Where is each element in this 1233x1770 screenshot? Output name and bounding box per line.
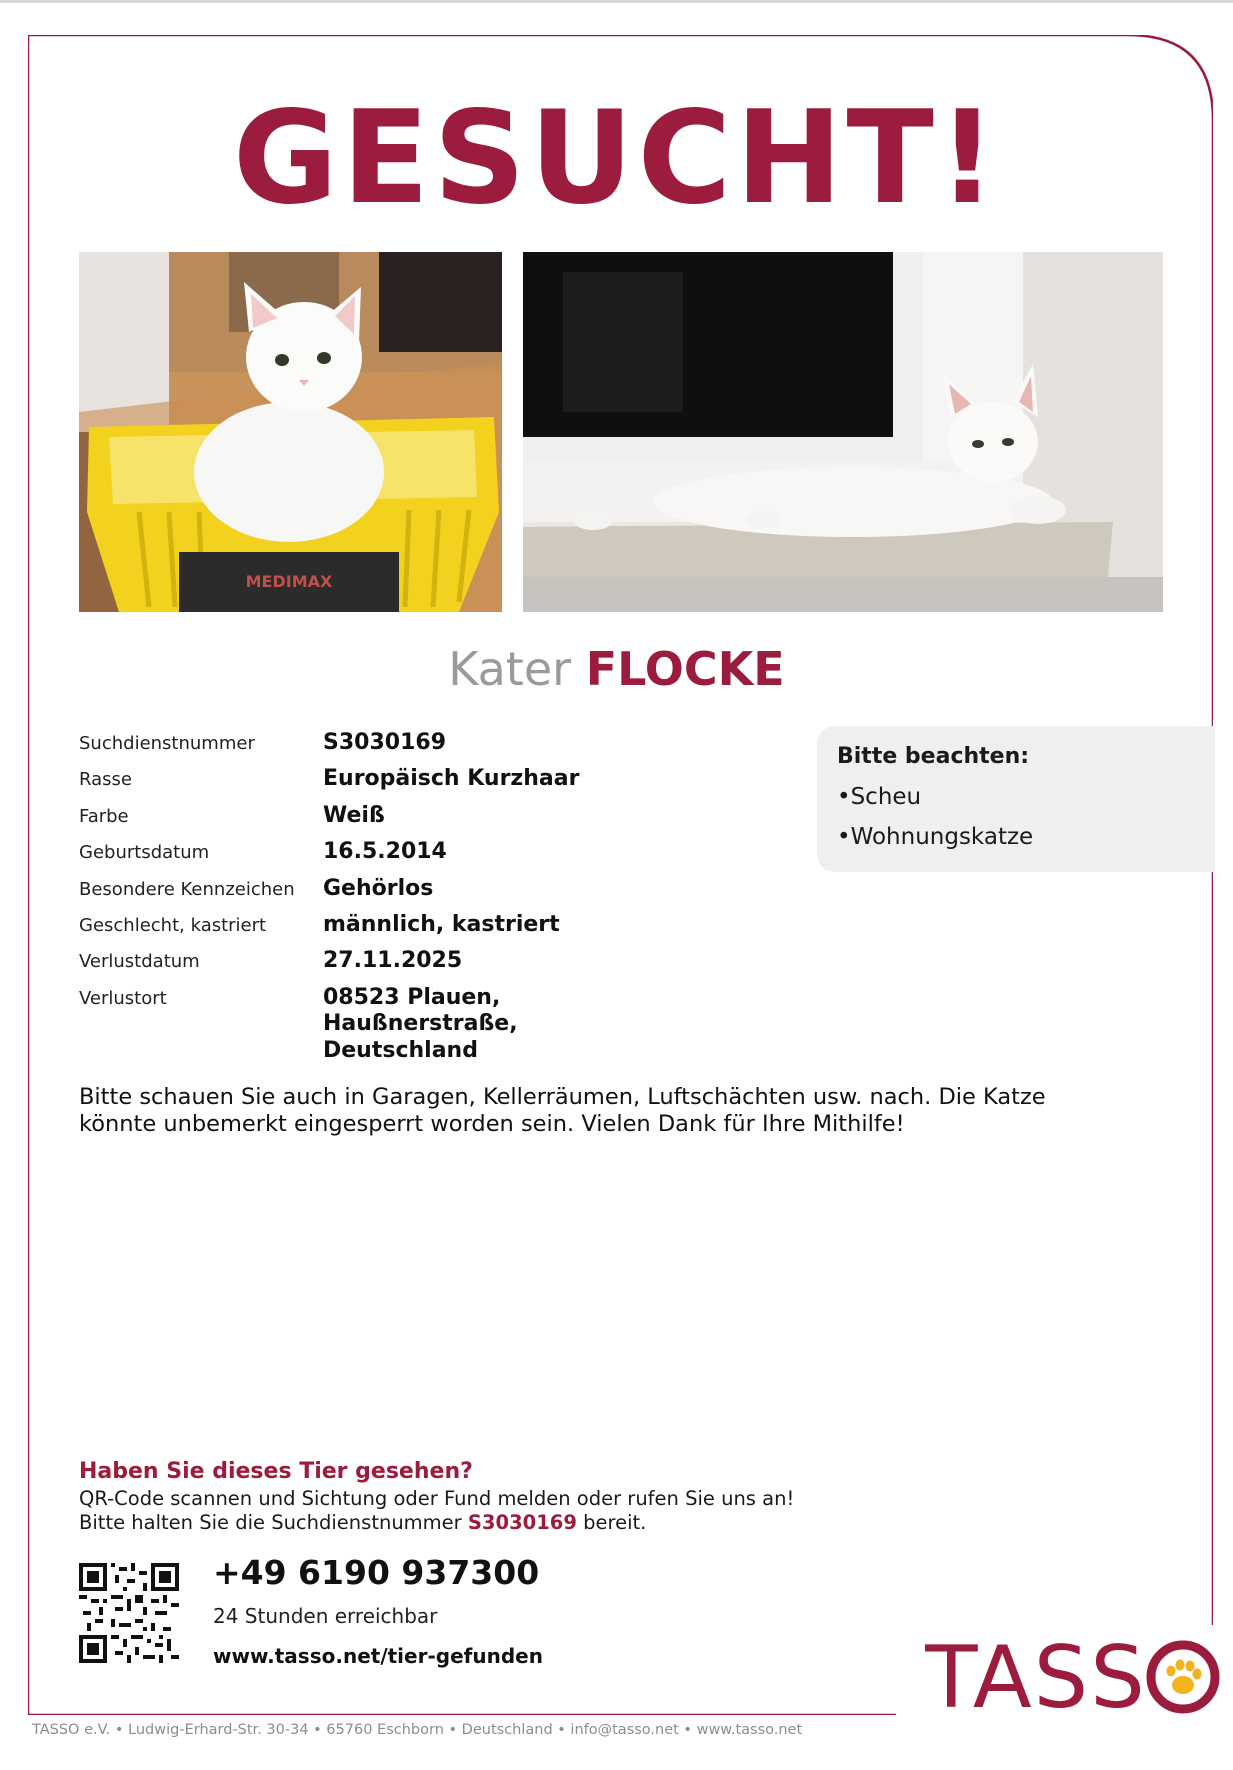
top-divider [0,0,1233,3]
paw-icon [1151,1645,1215,1709]
pet-name [0,642,1233,696]
fact-row [79,985,719,1064]
contact-line-2 [79,1511,979,1535]
fact-value: Europäisch Kurzhaar [323,766,580,792]
pet-name-value: FLOCKE [585,642,785,696]
note-item: • Scheu [837,784,1033,810]
poster-title: GESUCHT! [232,84,1001,233]
note-heading: Bitte beachten: [837,744,1030,769]
search-advice-text: Bitte schauen Sie auch in Garagen, Kellerräumen, Luftschächten usw. nach. Die Katze könnte unbemerkt eingesperrt worden sein. Vielen Dank für Ihre Mithilfe! [79,1084,1046,1137]
fact-row [79,803,719,829]
fact-value: männlich, kastriert [323,911,560,937]
pet-type: Kater [448,642,572,696]
report-website-link[interactable]: www.tasso.net/tier-gefunden [213,1644,543,1668]
fact-label: Verlustort [79,987,167,1009]
hotline-phone[interactable]: +49 6190 937300 [213,1553,540,1592]
fact-row [79,948,719,974]
tasso-logo [925,1635,1225,1715]
fact-value: 27.11.2025 [323,948,463,974]
logo-text: TASS [925,1635,1147,1715]
fact-row [79,839,719,865]
contact-question: Haben Sie dieses Tier gesehen? [79,1459,473,1484]
note-item: • Wohnungskatze [837,824,1033,850]
note-box [817,726,1215,872]
cat-photo-basket [79,252,502,612]
footer-address: TASSO e.V. • Ludwig-Erhard-Str. 30-34 • 65760 Eschborn • Deutschland • info@tasso.net • www.tasso.net [32,1722,803,1738]
fact-label: Rasse [79,769,132,791]
contact-line-2-before: Bitte halten Sie die Suchdienstnummer [79,1510,462,1534]
fact-value: 08523 Plauen, Haußnerstraße, Deutschland [323,984,518,1063]
fact-row [79,876,719,902]
fact-value: 16.5.2014 [323,839,447,865]
fact-row [79,766,719,792]
cat-photo-windowsill [523,252,1163,612]
fact-value: S3030169 [323,730,446,755]
fact-label: Besondere Kennzeichen [79,878,295,900]
note-list [837,784,1033,864]
contact-section [79,1459,979,1535]
fact-label: Farbe [79,805,129,827]
fact-row [79,730,719,756]
hotline-availability: 24 Stunden erreichbar [213,1604,438,1628]
fact-value: Gehörlos [323,875,434,901]
contact-line-1: QR-Code scannen und Sichtung oder Fund melden oder rufen Sie uns an! [79,1487,795,1510]
qr-code[interactable] [79,1563,179,1663]
facts-table [79,730,719,1074]
basket-brand-text: MEDIMAX [245,572,333,591]
fact-row [79,912,719,938]
fact-label: Suchdienstnummer [79,733,255,754]
search-number-highlight: S3030169 [467,1510,577,1534]
contact-line-2-after: bereit. [583,1510,647,1534]
fact-label: Verlustdatum [79,951,200,973]
fact-label: Geschlecht, kastriert [79,914,267,936]
fact-value: Weiß [323,802,385,828]
fact-label: Geburtsdatum [79,842,210,864]
